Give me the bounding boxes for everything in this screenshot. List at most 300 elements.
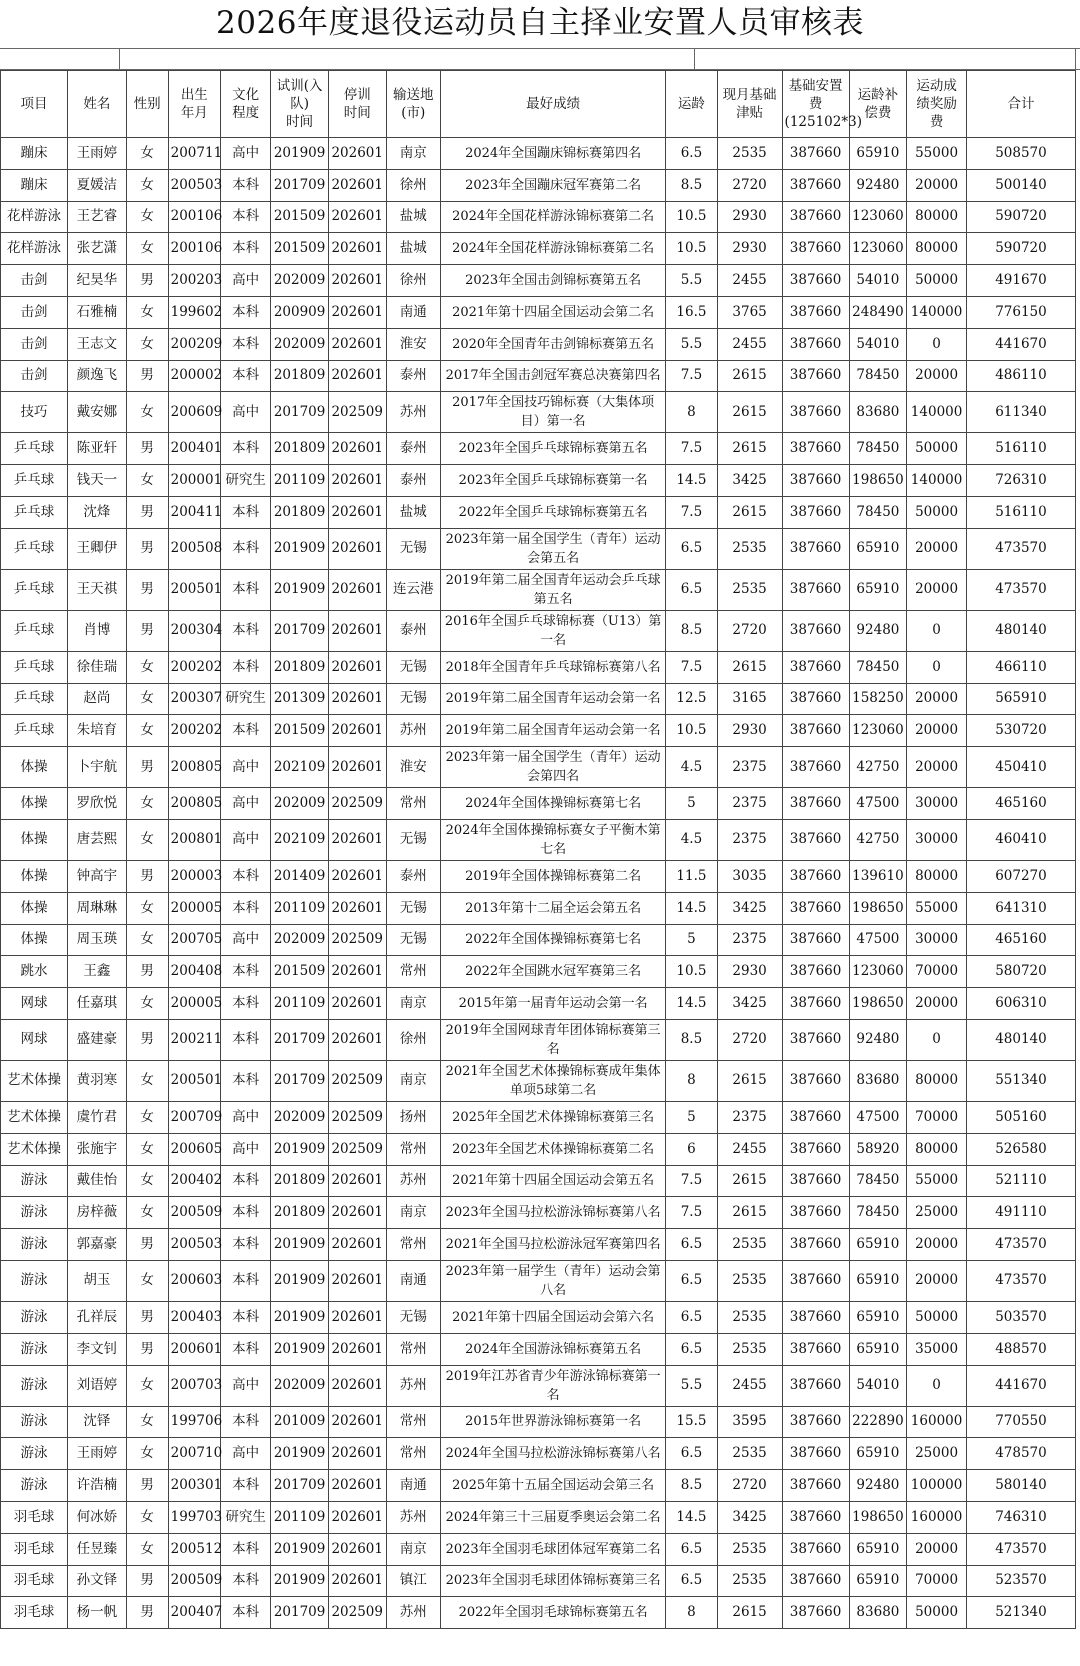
best-result-line: 七名 [540, 841, 567, 857]
cell-sport: 击剑 [1, 296, 68, 328]
cell-education: 研究生 [221, 465, 271, 497]
cell-city: 泰州 [386, 360, 440, 392]
column-header-line: 姓名 [83, 96, 111, 112]
cell-years: 8.5 [666, 1470, 717, 1502]
cell-total: 465160 [966, 788, 1075, 820]
cell-sport: 艺术体操 [1, 1101, 68, 1133]
cell-sex: 女 [126, 715, 168, 747]
table-row [1, 1260, 1076, 1301]
cell-allowance: 3595 [717, 1406, 782, 1438]
column-header-line: (市) [401, 105, 426, 121]
cell-years: 10.5 [666, 715, 717, 747]
cell-start-date: 201409 [271, 860, 329, 892]
cell-allowance: 2615 [717, 1597, 782, 1629]
cell-years: 14.5 [666, 988, 717, 1020]
cell-best-result [441, 392, 666, 433]
cell-sport: 跳水 [1, 956, 68, 988]
cell-education: 高中 [221, 747, 271, 788]
cell-sport: 游泳 [1, 1260, 68, 1301]
column-header-line: 费 [808, 96, 823, 112]
cell-award: 20000 [907, 988, 967, 1020]
cell-city: 盐城 [386, 496, 440, 528]
cell-stop-date: 202601 [328, 1470, 386, 1502]
column-header-line: 输送地 [393, 87, 434, 103]
cell-city: 苏州 [386, 715, 440, 747]
cell-total: 606310 [966, 988, 1075, 1020]
best-result-line: 名 [546, 1041, 560, 1057]
cell-base-fee: 387660 [782, 569, 849, 610]
best-result-line: 2023年全国蹦床冠军赛第二名 [465, 177, 642, 193]
cell-award: 55000 [907, 138, 967, 170]
cell-compensation: 47500 [849, 1101, 907, 1133]
cell-education: 本科 [221, 1019, 271, 1060]
column-header [907, 71, 967, 138]
cell-stop-date: 202601 [328, 1301, 386, 1333]
cell-start-date: 201109 [271, 465, 329, 497]
cell-birth: 200307 [168, 683, 220, 715]
cell-sport: 游泳 [1, 1197, 68, 1229]
cell-stop-date: 202601 [328, 1365, 386, 1406]
cell-start-date: 201709 [271, 1019, 329, 1060]
cell-best-result [441, 715, 666, 747]
cell-birth: 200710 [168, 1438, 220, 1470]
cell-name: 朱培育 [68, 715, 127, 747]
cell-education: 高中 [221, 1438, 271, 1470]
cell-city: 常州 [386, 788, 440, 820]
cell-best-result [441, 924, 666, 956]
cell-education: 本科 [221, 569, 271, 610]
cell-years: 5 [666, 924, 717, 956]
cell-start-date: 201109 [271, 892, 329, 924]
best-result-line: 2025年全国艺术体操锦标赛第三名 [452, 1109, 655, 1125]
best-result-line: 2023年第一届全国学生（青年）运动 [445, 750, 661, 766]
cell-compensation: 83680 [849, 1597, 907, 1629]
cell-city: 常州 [386, 1438, 440, 1470]
cell-stop-date: 202509 [328, 392, 386, 433]
cell-birth: 200709 [168, 1101, 220, 1133]
cell-allowance: 2375 [717, 747, 782, 788]
table-row [1, 392, 1076, 433]
cell-education: 高中 [221, 392, 271, 433]
column-header [328, 71, 386, 138]
cell-base-fee: 387660 [782, 1501, 849, 1533]
cell-education: 本科 [221, 892, 271, 924]
cell-name: 戴佳怡 [68, 1165, 127, 1197]
cell-years: 14.5 [666, 465, 717, 497]
cell-city: 淮安 [386, 747, 440, 788]
cell-sex: 女 [126, 651, 168, 683]
best-result-line: 会第四名 [527, 769, 580, 785]
cell-compensation: 78450 [849, 433, 907, 465]
cell-years: 7.5 [666, 1165, 717, 1197]
best-result-line: 2024年全国马拉松游泳锦标赛第八名 [445, 1446, 661, 1462]
cell-years: 7.5 [666, 496, 717, 528]
cell-stop-date: 202509 [328, 1060, 386, 1101]
cell-city: 徐州 [386, 169, 440, 201]
cell-city: 无锡 [386, 683, 440, 715]
cell-compensation: 123060 [849, 956, 907, 988]
table-row [1, 1101, 1076, 1133]
column-header-line: 运龄 [677, 96, 705, 112]
cell-base-fee: 387660 [782, 1165, 849, 1197]
table-row [1, 1470, 1076, 1502]
page-title: 2026年度退役运动员自主择业安置人员审核表 [216, 5, 864, 41]
cell-award: 140000 [907, 296, 967, 328]
table-row [1, 1501, 1076, 1533]
cell-sex: 女 [126, 892, 168, 924]
cell-base-fee: 387660 [782, 1438, 849, 1470]
cell-allowance: 2455 [717, 328, 782, 360]
cell-total: 530720 [966, 715, 1075, 747]
table-row [1, 610, 1076, 651]
cell-compensation: 65910 [849, 1301, 907, 1333]
cell-sport: 游泳 [1, 1365, 68, 1406]
cell-birth: 200512 [168, 1533, 220, 1565]
cell-birth: 199602 [168, 296, 220, 328]
cell-base-fee: 387660 [782, 328, 849, 360]
cell-name: 沈铎 [68, 1406, 127, 1438]
cell-years: 10.5 [666, 201, 717, 233]
cell-allowance: 2615 [717, 651, 782, 683]
cell-compensation: 78450 [849, 360, 907, 392]
table-row [1, 201, 1076, 233]
cell-total: 473570 [966, 1229, 1075, 1261]
cell-birth: 200402 [168, 1165, 220, 1197]
cell-sport: 艺术体操 [1, 1060, 68, 1101]
cell-compensation: 65910 [849, 138, 907, 170]
cell-allowance: 2535 [717, 1260, 782, 1301]
cell-sex: 女 [126, 1101, 168, 1133]
cell-award: 50000 [907, 1597, 967, 1629]
cell-compensation: 54010 [849, 1365, 907, 1406]
cell-allowance: 2615 [717, 360, 782, 392]
cell-stop-date: 202601 [328, 1565, 386, 1597]
cell-best-result [441, 860, 666, 892]
cell-education: 高中 [221, 1133, 271, 1165]
cell-education: 本科 [221, 988, 271, 1020]
column-header-line: 项目 [20, 96, 48, 112]
cell-start-date: 201809 [271, 360, 329, 392]
cell-name: 赵尚 [68, 683, 127, 715]
cell-award: 0 [907, 610, 967, 651]
cell-base-fee: 387660 [782, 233, 849, 265]
cell-start-date: 201909 [271, 1301, 329, 1333]
cell-city: 南通 [386, 1260, 440, 1301]
table-row [1, 715, 1076, 747]
cell-total: 491110 [966, 1197, 1075, 1229]
cell-education: 本科 [221, 610, 271, 651]
column-header [782, 71, 862, 138]
column-header [666, 71, 717, 138]
cell-start-date: 201909 [271, 569, 329, 610]
best-result-line: 2023年全国乒乓球锦标赛第一名 [458, 473, 648, 489]
cell-start-date: 201809 [271, 1197, 329, 1229]
cell-sex: 男 [126, 496, 168, 528]
cell-name: 张艺潇 [68, 233, 127, 265]
cell-start-date: 201809 [271, 1165, 329, 1197]
cell-stop-date: 202601 [328, 169, 386, 201]
cell-sex: 女 [126, 1533, 168, 1565]
cell-best-result [441, 819, 666, 860]
cell-city: 扬州 [386, 1101, 440, 1133]
cell-education: 本科 [221, 360, 271, 392]
cell-sex: 女 [126, 1197, 168, 1229]
cell-best-result [441, 1301, 666, 1333]
best-result-line: 2023年第一届学生（青年）运动会第 [445, 1263, 661, 1279]
cell-total: 523570 [966, 1565, 1075, 1597]
cell-allowance: 2615 [717, 433, 782, 465]
cell-education: 本科 [221, 1565, 271, 1597]
best-result-line: 2023年全国羽毛球团体冠军赛第二名 [445, 1541, 661, 1557]
cell-city: 无锡 [386, 651, 440, 683]
cell-award: 50000 [907, 265, 967, 297]
cell-city: 苏州 [386, 1597, 440, 1629]
cell-start-date: 201709 [271, 169, 329, 201]
cell-name: 王卿伊 [68, 528, 127, 569]
cell-years: 6.5 [666, 528, 717, 569]
cell-stop-date: 202601 [328, 819, 386, 860]
cell-years: 6.5 [666, 1260, 717, 1301]
cell-start-date: 201509 [271, 956, 329, 988]
cell-name: 王雨婷 [68, 1438, 127, 1470]
cell-base-fee: 387660 [782, 788, 849, 820]
cell-name: 卜宇航 [68, 747, 127, 788]
table-row [1, 496, 1076, 528]
cell-compensation: 65910 [849, 528, 907, 569]
cell-compensation: 42750 [849, 747, 907, 788]
cell-base-fee: 387660 [782, 860, 849, 892]
table-row [1, 1133, 1076, 1165]
cell-base-fee: 387660 [782, 138, 849, 170]
cell-stop-date: 202601 [328, 860, 386, 892]
table-row [1, 747, 1076, 788]
cell-total: 441670 [966, 328, 1075, 360]
cell-name: 孔祥辰 [68, 1301, 127, 1333]
best-result-line: 目）第一名 [520, 414, 586, 430]
table-row [1, 1565, 1076, 1597]
cell-sex: 女 [126, 465, 168, 497]
cell-sport: 乒乓球 [1, 610, 68, 651]
cell-education: 研究生 [221, 1501, 271, 1533]
cell-name: 任昱臻 [68, 1533, 127, 1565]
cell-years: 6.5 [666, 569, 717, 610]
cell-birth: 200503 [168, 1229, 220, 1261]
cell-education: 本科 [221, 1060, 271, 1101]
cell-stop-date: 202601 [328, 465, 386, 497]
cell-award: 20000 [907, 683, 967, 715]
cell-award: 25000 [907, 1438, 967, 1470]
cell-start-date: 201009 [271, 1406, 329, 1438]
cell-sex: 女 [126, 788, 168, 820]
cell-years: 5 [666, 1101, 717, 1133]
cell-sex: 女 [126, 169, 168, 201]
cell-sex: 女 [126, 296, 168, 328]
cell-start-date: 201909 [271, 1333, 329, 1365]
cell-stop-date: 202509 [328, 788, 386, 820]
table-row [1, 465, 1076, 497]
table-row [1, 360, 1076, 392]
cell-total: 580140 [966, 1470, 1075, 1502]
cell-compensation: 123060 [849, 715, 907, 747]
cell-birth: 200202 [168, 715, 220, 747]
cell-start-date: 201809 [271, 496, 329, 528]
cell-education: 高中 [221, 788, 271, 820]
cell-sex: 女 [126, 683, 168, 715]
cell-start-date: 202009 [271, 328, 329, 360]
cell-sex: 女 [126, 328, 168, 360]
cell-best-result [441, 433, 666, 465]
cell-years: 7.5 [666, 1197, 717, 1229]
cell-total: 565910 [966, 683, 1075, 715]
cell-sex: 男 [126, 747, 168, 788]
best-result-line: 2024年全国体操锦标赛女子平衡木第 [445, 822, 661, 838]
cell-stop-date: 202601 [328, 1438, 386, 1470]
cell-birth: 200005 [168, 988, 220, 1020]
cell-allowance: 2930 [717, 715, 782, 747]
cell-name: 房梓薇 [68, 1197, 127, 1229]
cell-best-result [441, 1197, 666, 1229]
table-row [1, 138, 1076, 170]
cell-best-result [441, 465, 666, 497]
cell-award: 70000 [907, 956, 967, 988]
cell-city: 无锡 [386, 924, 440, 956]
cell-compensation: 78450 [849, 496, 907, 528]
cell-award: 35000 [907, 1333, 967, 1365]
cell-total: 521110 [966, 1165, 1075, 1197]
cell-best-result [441, 496, 666, 528]
cell-sport: 游泳 [1, 1301, 68, 1333]
cell-award: 50000 [907, 433, 967, 465]
column-header-line: 最好成绩 [526, 96, 581, 112]
cell-base-fee: 387660 [782, 360, 849, 392]
cell-name: 颜逸飞 [68, 360, 127, 392]
cell-sport: 体操 [1, 860, 68, 892]
cell-best-result [441, 892, 666, 924]
table-row [1, 788, 1076, 820]
cell-birth: 199703 [168, 1501, 220, 1533]
cell-allowance: 2720 [717, 610, 782, 651]
cell-compensation: 198650 [849, 892, 907, 924]
cell-base-fee: 387660 [782, 169, 849, 201]
cell-education: 本科 [221, 715, 271, 747]
cell-base-fee: 387660 [782, 465, 849, 497]
column-header-line: 现月基础 [722, 87, 777, 103]
cell-base-fee: 387660 [782, 201, 849, 233]
cell-years: 16.5 [666, 296, 717, 328]
cell-education: 本科 [221, 296, 271, 328]
cell-best-result [441, 1501, 666, 1533]
cell-allowance: 2375 [717, 1101, 782, 1133]
cell-award: 80000 [907, 1060, 967, 1101]
cell-sex: 男 [126, 1019, 168, 1060]
best-result-line: 2017年全国击剑冠军赛总决赛第四名 [445, 368, 661, 384]
cell-education: 高中 [221, 138, 271, 170]
cell-city: 盐城 [386, 201, 440, 233]
cell-birth: 199706 [168, 1406, 220, 1438]
cell-birth: 200005 [168, 892, 220, 924]
cell-best-result [441, 233, 666, 265]
cell-total: 641310 [966, 892, 1075, 924]
best-result-line: 一名 [540, 632, 567, 648]
cell-birth: 200001 [168, 465, 220, 497]
cell-years: 5 [666, 788, 717, 820]
cell-best-result [441, 1133, 666, 1165]
cell-education: 本科 [221, 651, 271, 683]
cell-start-date: 201509 [271, 233, 329, 265]
cell-city: 常州 [386, 1333, 440, 1365]
cell-total: 503570 [966, 1301, 1075, 1333]
column-header [168, 71, 220, 138]
cell-total: 450410 [966, 747, 1075, 788]
cell-award: 50000 [907, 1301, 967, 1333]
cell-total: 486110 [966, 360, 1075, 392]
cell-years: 7.5 [666, 651, 717, 683]
cell-years: 5.5 [666, 328, 717, 360]
best-result-line: 2024年全国游泳锦标赛第五名 [465, 1341, 642, 1357]
cell-birth: 200401 [168, 433, 220, 465]
cell-allowance: 2535 [717, 1301, 782, 1333]
cell-stop-date: 202601 [328, 1533, 386, 1565]
cell-sex: 男 [126, 433, 168, 465]
cell-start-date: 201109 [271, 988, 329, 1020]
cell-compensation: 83680 [849, 1060, 907, 1101]
best-result-line: 2017年全国技巧锦标赛（大集体项 [452, 395, 655, 411]
best-result-line: 2019年江苏省青少年游泳锦标赛第一 [445, 1368, 661, 1384]
cell-sex: 女 [126, 138, 168, 170]
cell-sport: 乒乓球 [1, 465, 68, 497]
cell-name: 纪昊华 [68, 265, 127, 297]
column-header [441, 71, 666, 138]
cell-award: 80000 [907, 860, 967, 892]
cell-best-result [441, 360, 666, 392]
cell-birth: 200501 [168, 1060, 220, 1101]
cell-best-result [441, 528, 666, 569]
table-header-row [1, 71, 1076, 138]
cell-stop-date: 202601 [328, 956, 386, 988]
best-result-line: 2023年全国击剑锦标赛第五名 [465, 273, 642, 289]
cell-award: 140000 [907, 465, 967, 497]
cell-city: 徐州 [386, 265, 440, 297]
best-result-line: 2022年全国羽毛球锦标赛第五名 [458, 1605, 648, 1621]
cell-stop-date: 202601 [328, 683, 386, 715]
cell-education: 本科 [221, 1197, 271, 1229]
column-header-line: 基础安置 [788, 78, 843, 94]
cell-name: 许浩楠 [68, 1470, 127, 1502]
cell-base-fee: 387660 [782, 892, 849, 924]
cell-total: 500140 [966, 169, 1075, 201]
cell-best-result [441, 328, 666, 360]
cell-award: 20000 [907, 1229, 967, 1261]
cell-name: 徐佳瑞 [68, 651, 127, 683]
cell-base-fee: 387660 [782, 1197, 849, 1229]
cell-birth: 200705 [168, 924, 220, 956]
column-header-line: 出生 [180, 87, 208, 103]
cell-total: 441670 [966, 1365, 1075, 1406]
cell-city: 泰州 [386, 465, 440, 497]
cell-award: 30000 [907, 788, 967, 820]
cell-start-date: 201709 [271, 1060, 329, 1101]
cell-best-result [441, 1565, 666, 1597]
table-row [1, 892, 1076, 924]
cell-compensation: 65910 [849, 1333, 907, 1365]
cell-city: 苏州 [386, 1165, 440, 1197]
cell-birth: 200203 [168, 265, 220, 297]
cell-allowance: 2375 [717, 788, 782, 820]
cell-sex: 女 [126, 392, 168, 433]
cell-base-fee: 387660 [782, 1365, 849, 1406]
cell-allowance: 3035 [717, 860, 782, 892]
cell-sport: 羽毛球 [1, 1597, 68, 1629]
